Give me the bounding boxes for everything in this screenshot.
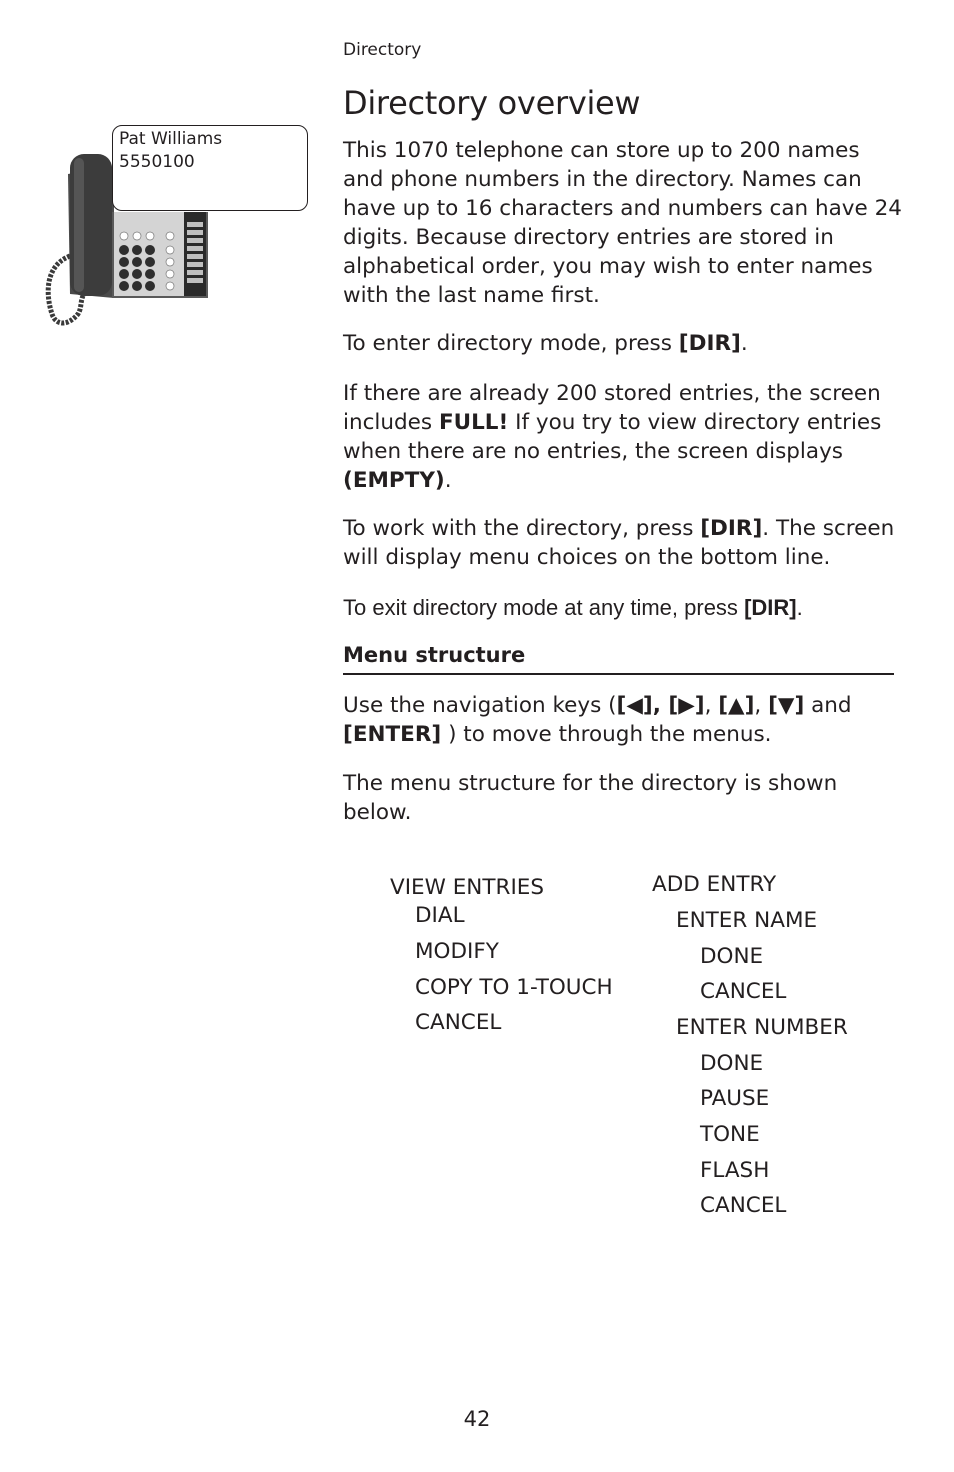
menu-item-tone: TONE xyxy=(700,1122,760,1147)
full-label: FULL! xyxy=(438,410,509,435)
intro-paragraph: This 1070 telephone can store up to 200 names and phone numbers in the directory. Names can have up to 16 characters and numbers can have 24 digits. Because directory entries are stored in alphabetical order, you may wish to enter names with the last name first. xyxy=(343,138,902,308)
menu-add-entry-title: ADD ENTRY xyxy=(652,872,777,897)
dir-key: [DIR] xyxy=(678,331,741,356)
menu-enter-number: ENTER NUMBER xyxy=(676,1015,848,1040)
menu-item-dial: DIAL xyxy=(415,903,465,928)
dir-key: [DIR] xyxy=(744,595,797,620)
left-key: [◀], xyxy=(616,693,669,718)
menu-item-modify: MODIFY xyxy=(415,939,499,964)
enter-directory-paragraph: To enter directory mode, press [DIR]. xyxy=(343,331,748,356)
menu-item-copy-to-1-touch: COPY TO 1-TOUCH xyxy=(415,975,613,1000)
menu-item-flash: FLASH xyxy=(700,1158,770,1183)
menu-item-cancel: CANCEL xyxy=(415,1010,502,1035)
menu-shown-paragraph: The menu structure for the directory is shown below. xyxy=(343,771,838,825)
menu-item-done: DONE xyxy=(700,1051,764,1076)
phone-display-callout xyxy=(112,125,308,211)
page-number: 42 xyxy=(463,1407,491,1431)
menu-view-entries-title: VIEW ENTRIES xyxy=(390,875,545,900)
menu-item-done: DONE xyxy=(700,944,764,969)
up-key: [▲] xyxy=(718,693,755,718)
menu-item-cancel: CANCEL xyxy=(700,1193,787,1218)
navigation-keys-paragraph: Use the navigation keys ([◀], [▶], [▲], [▼] and [ENTER] ) to move through the menus. xyxy=(343,693,852,747)
work-directory-paragraph: To work with the directory, press [DIR]. The screen will display menu choices on the bottom line. xyxy=(343,516,895,570)
empty-label: (EMPTY) xyxy=(343,468,445,493)
menu-structure-heading: Menu structure xyxy=(343,643,894,675)
menu-item-pause: PAUSE xyxy=(700,1086,770,1111)
down-key: [▼] xyxy=(768,693,805,718)
right-key: [▶] xyxy=(668,693,705,718)
dir-key: [DIR] xyxy=(700,516,763,541)
menu-enter-name: ENTER NAME xyxy=(676,908,818,933)
running-header: Directory xyxy=(343,40,422,60)
full-empty-paragraph: If there are already 200 stored entries, the screen includes FULL! If you try to view directory entries when there are no entries, the screen displays (EMPTY). xyxy=(343,381,882,493)
menu-item-cancel: CANCEL xyxy=(700,979,787,1004)
page-title: Directory overview xyxy=(343,84,641,122)
display-number: 5550100 xyxy=(119,152,195,172)
enter-key: [ENTER] xyxy=(343,722,442,747)
display-name: Pat Williams xyxy=(119,129,223,149)
exit-directory-paragraph: To exit directory mode at any time, press [DIR]. xyxy=(343,595,803,620)
